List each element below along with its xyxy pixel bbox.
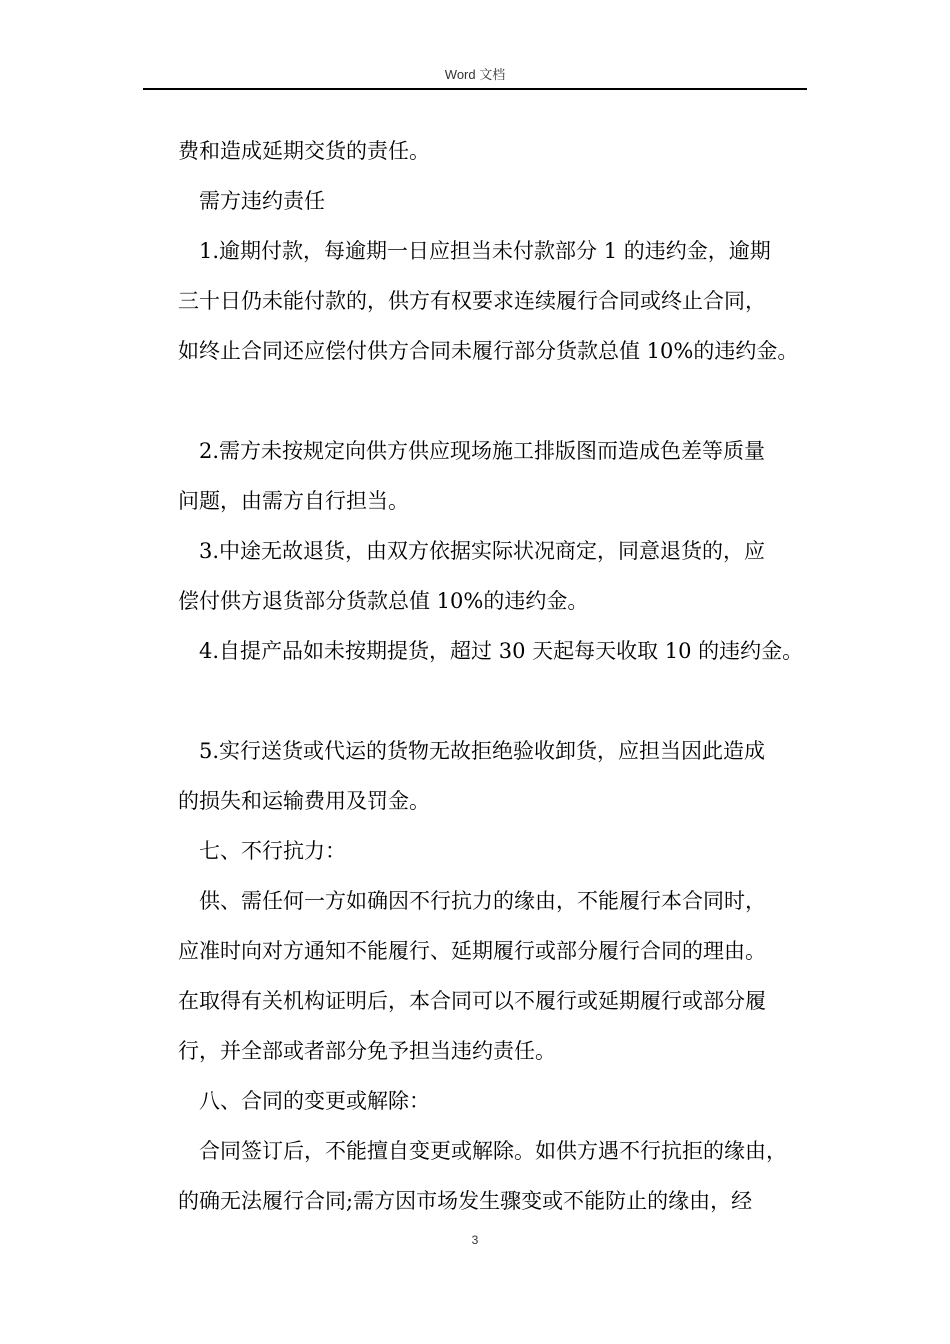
text-line: 的损失和运输费用及罚金。 xyxy=(178,789,430,813)
text-line: 偿付供方退货部分货款总值 10%的违约金。 xyxy=(178,589,589,613)
paragraph-gap xyxy=(178,676,818,726)
text-line: 供、需任何一方如确因不行抗力的缘由，不能履行本合同时， xyxy=(199,889,766,913)
text-line: 4.自提产品如未按期提货，超过 30 天起每天收取 10 的违约金。 xyxy=(199,639,804,663)
text-line: 合同签订后，不能擅自变更或解除。如供方遇不行抗拒的缘由， xyxy=(199,1139,787,1163)
text-line: 在取得有关机构证明后，本合同可以不履行或延期履行或部分履 xyxy=(178,989,766,1013)
page-number: 3 xyxy=(471,1233,479,1247)
section-heading: 七、不行抗力： xyxy=(199,839,346,863)
section-heading: 八、合同的变更或解除： xyxy=(199,1089,430,1113)
text-line: 行，并全部或者部分免予担当违约责任。 xyxy=(178,1039,556,1063)
document-body xyxy=(178,126,818,1226)
page-header-title: Word 文档 xyxy=(444,67,506,82)
text-line: 3.中途无故退货，由双方依据实际状况商定，同意退货的，应 xyxy=(199,539,766,563)
text-line: 问题，由需方自行担当。 xyxy=(178,489,409,513)
text-line: 应准时向对方通知不能履行、延期履行或部分履行合同的理由。 xyxy=(178,939,766,963)
text-line: 的确无法履行合同;需方因市场发生骤变或不能防止的缘由，经 xyxy=(178,1189,753,1213)
text-line: 5.实行送货或代运的货物无故拒绝验收卸货，应担当因此造成 xyxy=(199,739,766,763)
text-line: 如终止合同还应偿付供方合同未履行部分货款总值 10%的违约金。 xyxy=(178,339,799,363)
paragraph-gap xyxy=(178,376,818,426)
text-line: 费和造成延期交货的责任。 xyxy=(178,139,430,163)
text-line: 2.需方未按规定向供方供应现场施工排版图而造成色差等质量 xyxy=(199,439,766,463)
text-line: 三十日仍未能付款的，供方有权要求连续履行合同或终止合同， xyxy=(178,289,766,313)
header-divider xyxy=(143,88,807,90)
text-line: 1.逾期付款，每逾期一日应担当未付款部分 1 的违约金，逾期 xyxy=(199,239,771,263)
text-line: 需方违约责任 xyxy=(199,189,325,213)
